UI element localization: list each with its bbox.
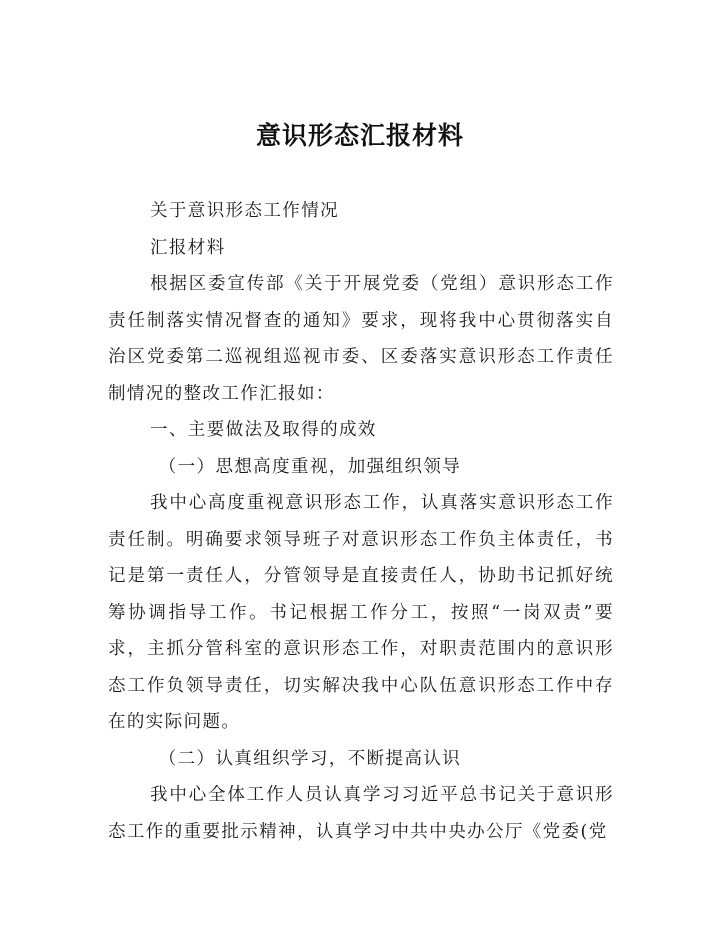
document-title: 意识形态汇报材料 — [255, 121, 464, 150]
intro-paragraph: 根据区委宣传部《关于开展党委（党组）意识形态工作责任制落实情况督查的通知》要求，现将我中心贯彻落实自治区党委第二巡视组巡视市委、区委落实意识形态工作责任制情况的整改工作汇报如： — [108, 274, 614, 404]
document-body — [108, 193, 614, 850]
subtitle-line-2: 汇报材料 — [150, 237, 226, 258]
section-heading-1: 一、主要做法及取得的成效 — [150, 420, 377, 440]
body-paragraph-2: 我中心全体工作人员认真学习习近平总书记关于意识形态工作的重要批示精神，认真学习中共中央办公厅《党委(党 — [108, 785, 614, 842]
subtitle-line-1: 关于意识形态工作情况 — [150, 201, 339, 221]
subsection-heading-2: （二）认真组织学习，不断提高认识 — [158, 748, 462, 769]
body-paragraph-1: 我中心高度重视意识形态工作，认真落实意识形态工作责任制。明确要求领导班子对意识形态工作负主体责任，书记是第一责任人，分管领导是直接责任人，协助书记抓好统筹协调指导工作。书记根据工作分工，按照“一岗双责”要求，主抓分管科室的意识形态工作，对职责范围内的意识形态工作负领导责任，切实解决我中心队伍意识形态工作中存在的实际问题。 — [108, 493, 614, 732]
subsection-heading-1: （一）思想高度重视，加强组织领导 — [158, 456, 462, 477]
